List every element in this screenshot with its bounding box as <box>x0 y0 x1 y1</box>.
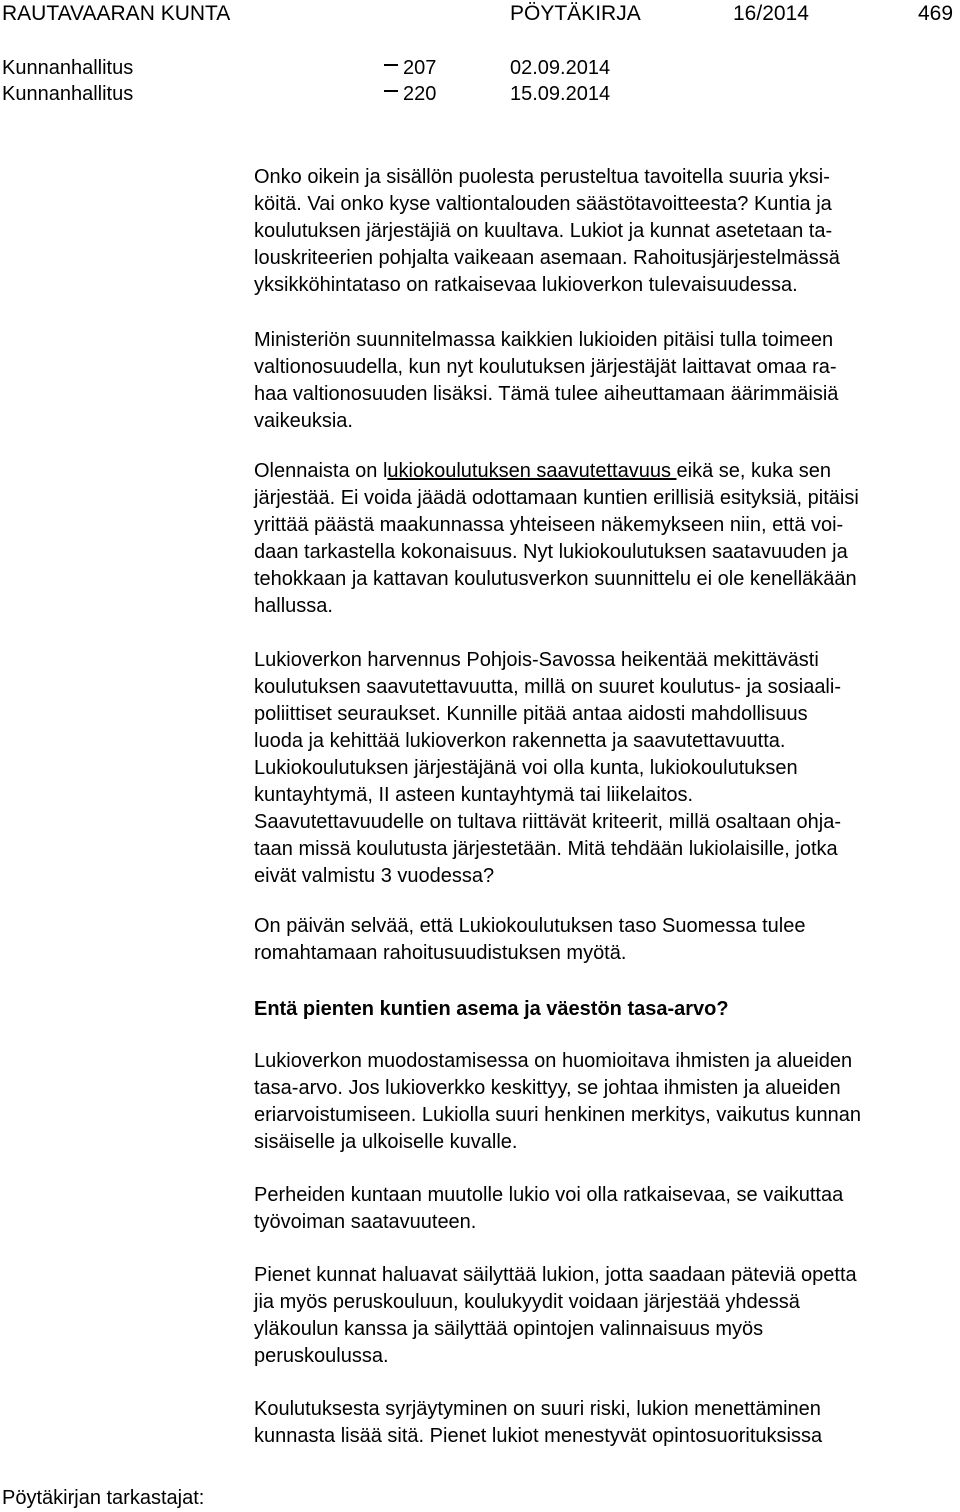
page-number: 469 <box>918 2 954 25</box>
underlined-text: ukiokoulutuksen saavutettavuus <box>387 460 677 482</box>
paragraph: Lukioverkon muodostamisessa on huomioitava ihmisten ja alueiden tasa-arvo. Jos lukioverkko keskittyy, se johtaa ihmisten ja alueiden eriarvoistumiseen. Lukiolla suuri henkinen merkitys, vaikutus kunnan sisäiselle ja ulkoiselle kuvalle. <box>254 1050 861 1153</box>
meeting-body: Kunnanhallitus <box>2 57 134 79</box>
paragraph: Perheiden kuntaan muutolle lukio voi olla ratkaisevaa, se vaikuttaa työvoiman saatavuuteen. <box>254 1184 844 1233</box>
paragraph: On päivän selvää, että Lukiokoulutuksen taso Suomessa tulee romahtamaan rahoitusuudistuksen myötä. <box>254 915 806 964</box>
meeting-section: 207 <box>403 57 437 79</box>
organization-name: RAUTAVAARAN KUNTA <box>2 2 231 25</box>
meeting-date: 15.09.2014 <box>510 83 611 105</box>
body-paragraph <box>254 913 954 967</box>
body-paragraph <box>254 1048 954 1156</box>
meeting-body: Kunnanhallitus <box>2 83 134 105</box>
paragraph-text: Olennaista on l <box>254 460 388 482</box>
section-mark <box>384 90 398 92</box>
body-paragraph <box>254 327 954 435</box>
paragraph <box>254 458 954 620</box>
paragraph: Onko oikein ja sisällön puolesta perusteltua tavoitella suuria yksi- köitä. Vai onko kyse valtiontalouden säästötavoitteesta? Kuntia ja koulutuksen järjestäjiä on kuultava. Lukiot ja kunnat asetetaan ta- louskriteerien pohjalta vaikeaan asemaan. Rahoitusjärjestelmässä yksikköhintataso on ratkaisevaa lukioverkon tulevaisuudessa. <box>254 166 840 296</box>
paragraph: Ministeriön suunnitelmassa kaikkien lukioiden pitäisi tulla toimeen valtionosuudella, kun nyt koulutuksen järjestäjät laittavat omaa ra- haa valtionosuuden lisäksi. Tämä tulee aiheuttamaan äärimmäisiä vaikeuksia. <box>254 329 839 432</box>
paragraph-text: eikä se, kuka sen järjestää. Ei voida jäädä odottamaan kuntien erillisiä esityksiä, pitäisi yrittää päästä maakunnassa yhteiseen näkemykseen niin, että voi- daan tarkastella kokonaisuus. Nyt lukiokoulutuksen saatavuuden ja tehokkaan ja kattavan koulutusverkon suunnittelu ei ole kenelläkään hallussa. <box>254 460 859 617</box>
section-mark <box>384 64 398 66</box>
body-paragraph <box>254 1396 954 1450</box>
section-heading: Entä pienten kuntien asema ja väestön tasa-arvo? <box>254 998 729 1020</box>
paragraph: Pienet kunnat haluavat säilyttää lukion, jotta saadaan päteviä opetta jia myös peruskouluun, koulukyydit voidaan järjestää yhdessä yläkoulun kanssa ja säilyttää opintojen valinnaisuus myös peruskoulussa. <box>254 1264 857 1367</box>
footer-inspectors-label: Pöytäkirjan tarkastajat: <box>2 1487 205 1509</box>
body-paragraph <box>254 1262 954 1370</box>
paragraph: Koulutuksesta syrjäytyminen on suuri riski, lukion menettäminen kunnasta lisää sitä. Pienet lukiot menestyvät opintosuorituksissa <box>254 1398 823 1447</box>
paragraph: Lukioverkon harvennus Pohjois-Savossa heikentää mekittävästi koulutuksen saavutettavuutta, millä on suuret koulutus- ja sosiaali- poliittiset seuraukset. Kunnille pitää antaa aidosti mahdollisuus luoda ja kehittää lukioverkon rakennetta ja saavutettavuutta. Lukiokoulutuksen järjestäjänä voi olla kunta, lukiokoulutuksen kuntayhtymä, II asteen kuntayhtymä tai liikelaitos. Saavutettavuudelle on tultava riittävät kriteerit, millä osaltaan ohja- taan missä koulutusta järjestetään. Mitä tehdään lukiolaisille, jotka eivät valmistu 3 vuodessa? <box>254 649 841 887</box>
body-paragraph <box>254 647 954 890</box>
meeting-date: 02.09.2014 <box>510 57 611 79</box>
body-paragraph <box>254 164 954 299</box>
body-paragraph <box>254 458 954 620</box>
section-heading-block <box>254 996 954 1023</box>
issue-number: 16/2014 <box>733 2 809 25</box>
body-paragraph <box>254 1182 954 1236</box>
meeting-section: 220 <box>403 83 437 105</box>
document-type: PÖYTÄKIRJA <box>510 2 641 25</box>
